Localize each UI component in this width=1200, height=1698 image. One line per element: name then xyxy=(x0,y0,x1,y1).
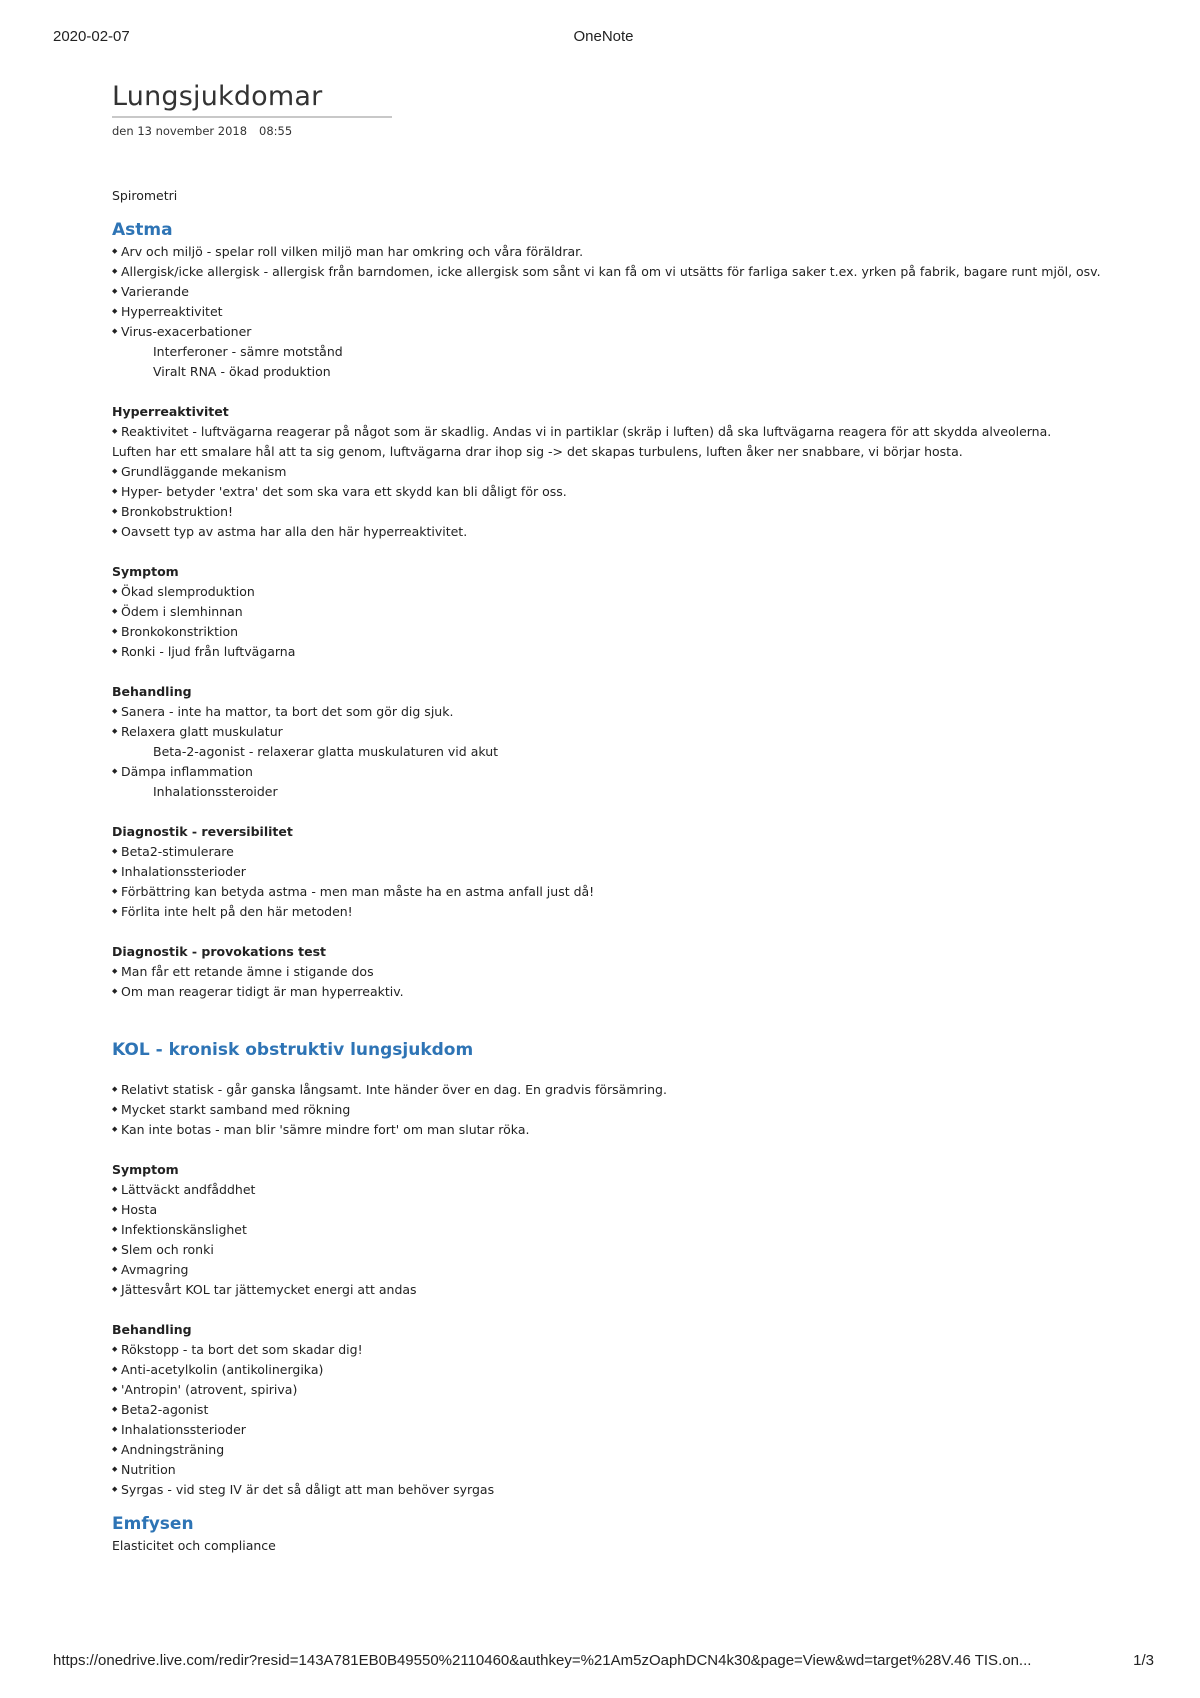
section-kol xyxy=(112,1038,1122,1500)
list-item: ◆ Relativt statisk - går ganska långsamt. Inte händer över en dag. En gradvis försämring. xyxy=(112,1080,1122,1100)
list-item: ◆ Virus-exacerbationer xyxy=(112,322,1122,342)
list-item: ◆ Ökad slemproduktion xyxy=(112,582,1122,602)
subsection-hyperreaktivitet xyxy=(112,402,1122,542)
list-item: ◆ Rökstopp - ta bort det som skadar dig! xyxy=(112,1340,1122,1360)
continuation-text: Luften har ett smalare hål att ta sig genom, luftvägarna drar ihop sig -> det skapas turbulens, luften åker ner snabbare, vi börjar hosta. xyxy=(112,444,963,459)
list-item: ◆ Oavsett typ av astma har alla den här hyperreaktivitet. xyxy=(112,522,1122,542)
list-item: ◆ Man får ett retande ämne i stigande dos xyxy=(112,962,1122,982)
list-item: ◆ Hyperreaktivitet xyxy=(112,302,1122,322)
subsection-title: Symptom xyxy=(112,564,179,579)
kol-symptom-list xyxy=(112,1180,1122,1300)
source-url: https://onedrive.live.com/redir?resid=143A781EB0B49550%2110460&authkey=%21Am5zOaphDCN4k30&page=View&wd=target%28V.46 TIS.on... xyxy=(53,1652,1032,1669)
astma-list xyxy=(112,242,1122,342)
print-header xyxy=(53,28,1154,48)
kol-list xyxy=(112,1080,1122,1140)
subsection-title: Behandling xyxy=(112,684,192,699)
list-item: ◆ Slem och ronki xyxy=(112,1240,1122,1260)
list-item: ◆ Syrgas - vid steg IV är det så dåligt att man behöver syrgas xyxy=(112,1480,1122,1500)
intro-text: Spirometri xyxy=(112,188,178,203)
list-item: ◆ Bronkokonstriktion xyxy=(112,622,1122,642)
list-item: ◆ Förlita inte helt på den här metoden! xyxy=(112,902,1122,922)
hyper-list xyxy=(112,422,1122,442)
list-item: ◆ Mycket starkt samband med rökning xyxy=(112,1100,1122,1120)
list-item: ◆ Beta2-agonist xyxy=(112,1400,1122,1420)
sub-item: Beta-2-agonist - relaxerar glatta muskulaturen vid akut xyxy=(153,744,499,759)
sub-item: Interferoner - sämre motstånd xyxy=(153,344,343,359)
note-page xyxy=(112,80,1122,1556)
behandling-list-2 xyxy=(112,762,1122,782)
subsection-behandling xyxy=(112,682,1122,802)
list-item: ◆ Sanera - inte ha mattor, ta bort det som gör dig sjuk. xyxy=(112,702,1122,722)
list-item: ◆ Relaxera glatt muskulatur xyxy=(112,722,1122,742)
sub-item: Inhalationssteroider xyxy=(153,784,278,799)
list-item: ◆ Bronkobstruktion! xyxy=(112,502,1122,522)
list-item: ◆ Avmagring xyxy=(112,1260,1122,1280)
list-item: ◆ Allergisk/icke allergisk - allergisk från barndomen, icke allergisk som sånt vi kan få om vi utsätts för farliga saker t.ex. yrken på fabrik, bagare runt mjöl, osv. xyxy=(112,262,1122,282)
list-item: ◆ Nutrition xyxy=(112,1460,1122,1480)
list-item: ◆ Andningsträning xyxy=(112,1440,1122,1460)
page-title: Lungsjukdomar xyxy=(112,80,392,118)
print-app-name: OneNote xyxy=(573,28,634,45)
list-item: ◆ 'Antropin' (atrovent, spiriva) xyxy=(112,1380,1122,1400)
list-item: ◆ Kan inte botas - man blir 'sämre mindre fort' om man slutar röka. xyxy=(112,1120,1122,1140)
list-item: ◆ Jättesvårt KOL tar jättemycket energi att andas xyxy=(112,1280,1122,1300)
page-number: 1/3 xyxy=(1133,1652,1154,1669)
hyper-list-2 xyxy=(112,462,1122,542)
subsection-symptom xyxy=(112,562,1122,662)
heading-emfysen: Emfysen xyxy=(112,1514,194,1534)
list-item: ◆ Reaktivitet - luftvägarna reagerar på något som är skadlig. Andas vi in partiklar (skräp i luften) då ska luftvägarna reagera för att skydda alveolerna. xyxy=(112,422,1122,442)
diag-prov-list xyxy=(112,962,1122,1002)
page-time: 08:55 xyxy=(259,124,293,138)
list-item: ◆ Om man reagerar tidigt är man hyperreaktiv. xyxy=(112,982,1122,1002)
list-item: ◆ Beta2-stimulerare xyxy=(112,842,1122,862)
print-date: 2020-02-07 xyxy=(53,28,130,45)
kol-behandling-list xyxy=(112,1340,1122,1500)
page-datetime xyxy=(112,124,1122,142)
list-item: ◆ Varierande xyxy=(112,282,1122,302)
heading-astma: Astma xyxy=(112,220,173,240)
subsection-diagnostik-reversibilitet xyxy=(112,822,1122,922)
list-item: ◆ Dämpa inflammation xyxy=(112,762,1122,782)
list-item: ◆ Hyper- betyder 'extra' det som ska vara ett skydd kan bli dåligt för oss. xyxy=(112,482,1122,502)
list-item: ◆ Infektionskänslighet xyxy=(112,1220,1122,1240)
list-item: ◆ Hosta xyxy=(112,1200,1122,1220)
list-item: ◆ Grundläggande mekanism xyxy=(112,462,1122,482)
subsection-kol-symptom xyxy=(112,1160,1122,1300)
list-item: ◆ Lättväckt andfåddhet xyxy=(112,1180,1122,1200)
subsection-title: Symptom xyxy=(112,1162,179,1177)
section-emfysen xyxy=(112,1512,1122,1556)
list-item: ◆ Ödem i slemhinnan xyxy=(112,602,1122,622)
subsection-title: Hyperreaktivitet xyxy=(112,404,229,419)
subsection-title: Behandling xyxy=(112,1322,192,1337)
list-item: ◆ Anti-acetylkolin (antikolinergika) xyxy=(112,1360,1122,1380)
list-item: ◆ Arv och miljö - spelar roll vilken miljö man har omkring och våra föräldrar. xyxy=(112,242,1122,262)
list-item: ◆ Ronki - ljud från luftvägarna xyxy=(112,642,1122,662)
print-footer xyxy=(53,1652,1154,1672)
list-item: ◆ Inhalationssterioder xyxy=(112,1420,1122,1440)
section-astma xyxy=(112,218,1122,1002)
heading-kol: KOL - kronisk obstruktiv lungsjukdom xyxy=(112,1040,474,1060)
subsection-kol-behandling xyxy=(112,1320,1122,1500)
behandling-list xyxy=(112,702,1122,742)
diag-rev-list xyxy=(112,842,1122,922)
subsection-title: Diagnostik - reversibilitet xyxy=(112,824,293,839)
subsection-title: Diagnostik - provokations test xyxy=(112,944,327,959)
list-item: ◆ Inhalationssterioder xyxy=(112,862,1122,882)
subsection-diagnostik-provokation xyxy=(112,942,1122,1002)
sub-item: Viralt RNA - ökad produktion xyxy=(153,364,331,379)
symptom-list xyxy=(112,582,1122,662)
emfysen-text: Elasticitet och compliance xyxy=(112,1538,276,1553)
page-date: den 13 november 2018 xyxy=(112,124,248,138)
list-item: ◆ Förbättring kan betyda astma - men man måste ha en astma anfall just då! xyxy=(112,882,1122,902)
